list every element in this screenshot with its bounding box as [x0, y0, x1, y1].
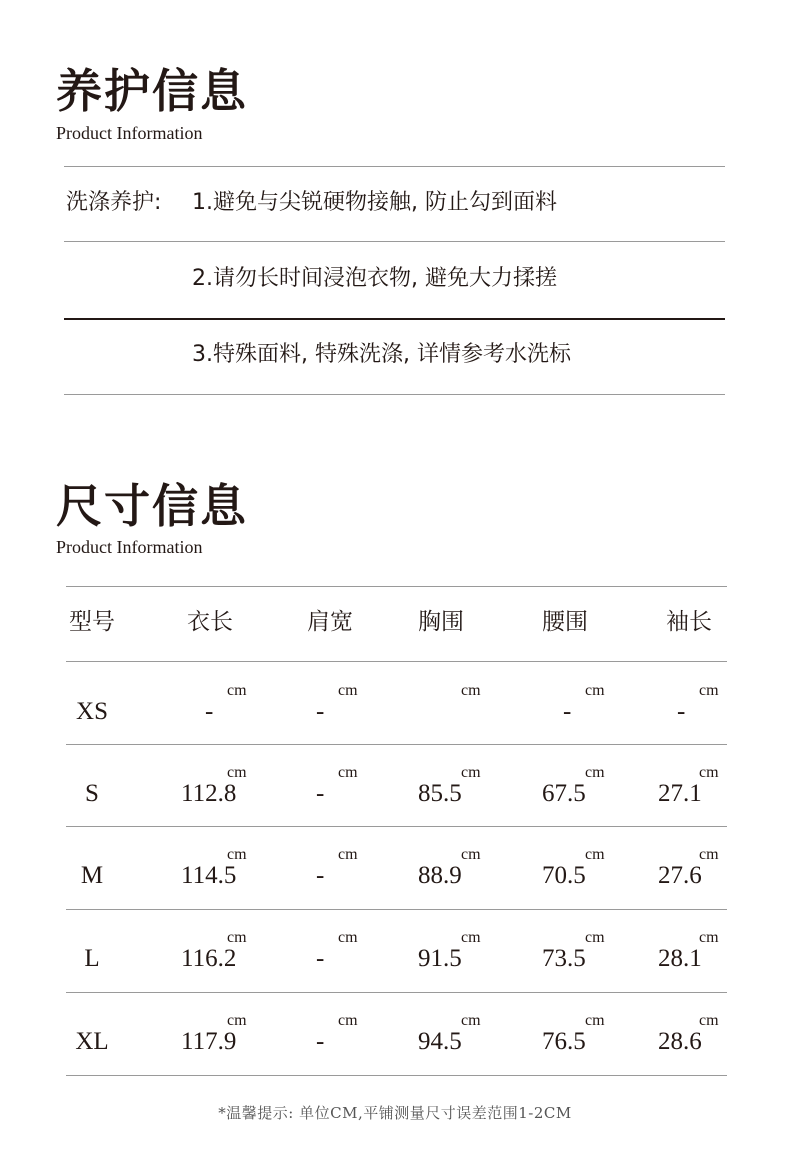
size-cell-value: 91.5 — [418, 945, 462, 972]
size-cell-value: 117.9 — [181, 1028, 237, 1055]
size-cell-unit: cm — [461, 846, 481, 863]
size-header-1: 衣长 — [187, 609, 233, 635]
size-cell-unit: cm — [585, 682, 605, 699]
size-cell-value: 88.9 — [418, 862, 462, 889]
care-divider-bottom — [64, 394, 725, 395]
size-cell-unit: cm — [338, 764, 358, 781]
size-cell-unit: cm — [461, 682, 481, 699]
care-section-title: 养护信息 — [56, 64, 248, 118]
size-cell-value: 28.6 — [658, 1028, 702, 1055]
size-cell-value: 27.6 — [658, 862, 702, 889]
size-cell-value: 73.5 — [542, 945, 586, 972]
size-cell-unit: cm — [227, 929, 247, 946]
size-cell-value: 116.2 — [181, 945, 237, 972]
care-divider-2 — [64, 318, 725, 320]
size-cell-unit: cm — [338, 1012, 358, 1029]
size-cell-unit: cm — [338, 682, 358, 699]
size-cell-unit: cm — [461, 1012, 481, 1029]
size-cell-value: 67.5 — [542, 780, 586, 807]
size-cell-value: - — [563, 698, 572, 725]
size-cell-unit: cm — [585, 846, 605, 863]
size-cell-unit: cm — [585, 929, 605, 946]
care-section-subtitle: Product Information — [56, 123, 203, 143]
size-row-divider — [66, 744, 727, 745]
size-header-5: 袖长 — [666, 609, 712, 635]
size-section-title: 尺寸信息 — [56, 479, 248, 533]
size-cell-unit: cm — [699, 764, 719, 781]
care-divider-1 — [64, 241, 725, 242]
size-header-4: 腰围 — [542, 609, 588, 635]
size-cell-value: 27.1 — [658, 780, 702, 807]
size-cell-value: 94.5 — [418, 1028, 462, 1055]
size-cell-value: 114.5 — [181, 862, 237, 889]
size-cell-unit: cm — [227, 1012, 247, 1029]
care-item-3: 3.特殊面料, 特殊洗涤, 详情参考水洗标 — [192, 342, 571, 367]
size-header-2: 肩宽 — [307, 609, 353, 635]
size-cell-value: - — [316, 1028, 325, 1055]
size-table-top-line — [66, 586, 727, 587]
size-cell-unit: cm — [338, 846, 358, 863]
size-cell-unit: cm — [227, 846, 247, 863]
size-row-model: S — [85, 780, 99, 807]
size-row-model: M — [80, 862, 104, 889]
size-row-divider — [66, 909, 727, 910]
size-header-0: 型号 — [69, 609, 115, 635]
care-item-2: 2.请勿长时间浸泡衣物, 避免大力揉搓 — [192, 266, 557, 291]
size-cell-value: 70.5 — [542, 862, 586, 889]
size-cell-unit: cm — [585, 1012, 605, 1029]
size-cell-value: 28.1 — [658, 945, 702, 972]
size-cell-unit: cm — [699, 846, 719, 863]
size-cell-unit: cm — [338, 929, 358, 946]
size-row-model: XS — [76, 698, 108, 725]
care-item-1: 1.避免与尖锐硬物接触, 防止勾到面料 — [192, 190, 557, 215]
size-row-model: XL — [75, 1028, 109, 1055]
size-row-divider — [66, 1075, 727, 1076]
size-cell-value: - — [316, 945, 325, 972]
size-cell-unit: cm — [585, 764, 605, 781]
size-cell-unit: cm — [699, 682, 719, 699]
size-cell-unit: cm — [699, 1012, 719, 1029]
size-cell-value: 112.8 — [181, 780, 237, 807]
size-cell-unit: cm — [699, 929, 719, 946]
size-cell-unit: cm — [461, 929, 481, 946]
size-note: *温馨提示: 单位CM,平铺测量尺寸误差范围1-2CM — [218, 1104, 572, 1122]
size-row-divider — [66, 992, 727, 993]
size-cell-unit: cm — [227, 682, 247, 699]
size-cell-unit: cm — [461, 764, 481, 781]
size-header-3: 胸围 — [418, 609, 464, 635]
size-cell-value: - — [316, 780, 325, 807]
size-row-divider — [66, 826, 727, 827]
size-cell-value: 85.5 — [418, 780, 462, 807]
care-label: 洗涤养护: — [66, 190, 162, 215]
size-section-subtitle: Product Information — [56, 537, 203, 557]
care-divider-top — [64, 166, 725, 167]
size-cell-value: 76.5 — [542, 1028, 586, 1055]
size-row-model: L — [84, 945, 100, 972]
size-cell-value: - — [205, 698, 214, 725]
size-cell-value: - — [316, 862, 325, 889]
size-header-divider — [66, 661, 727, 662]
size-cell-value: - — [316, 698, 325, 725]
size-cell-value: - — [677, 698, 686, 725]
size-cell-unit: cm — [227, 764, 247, 781]
